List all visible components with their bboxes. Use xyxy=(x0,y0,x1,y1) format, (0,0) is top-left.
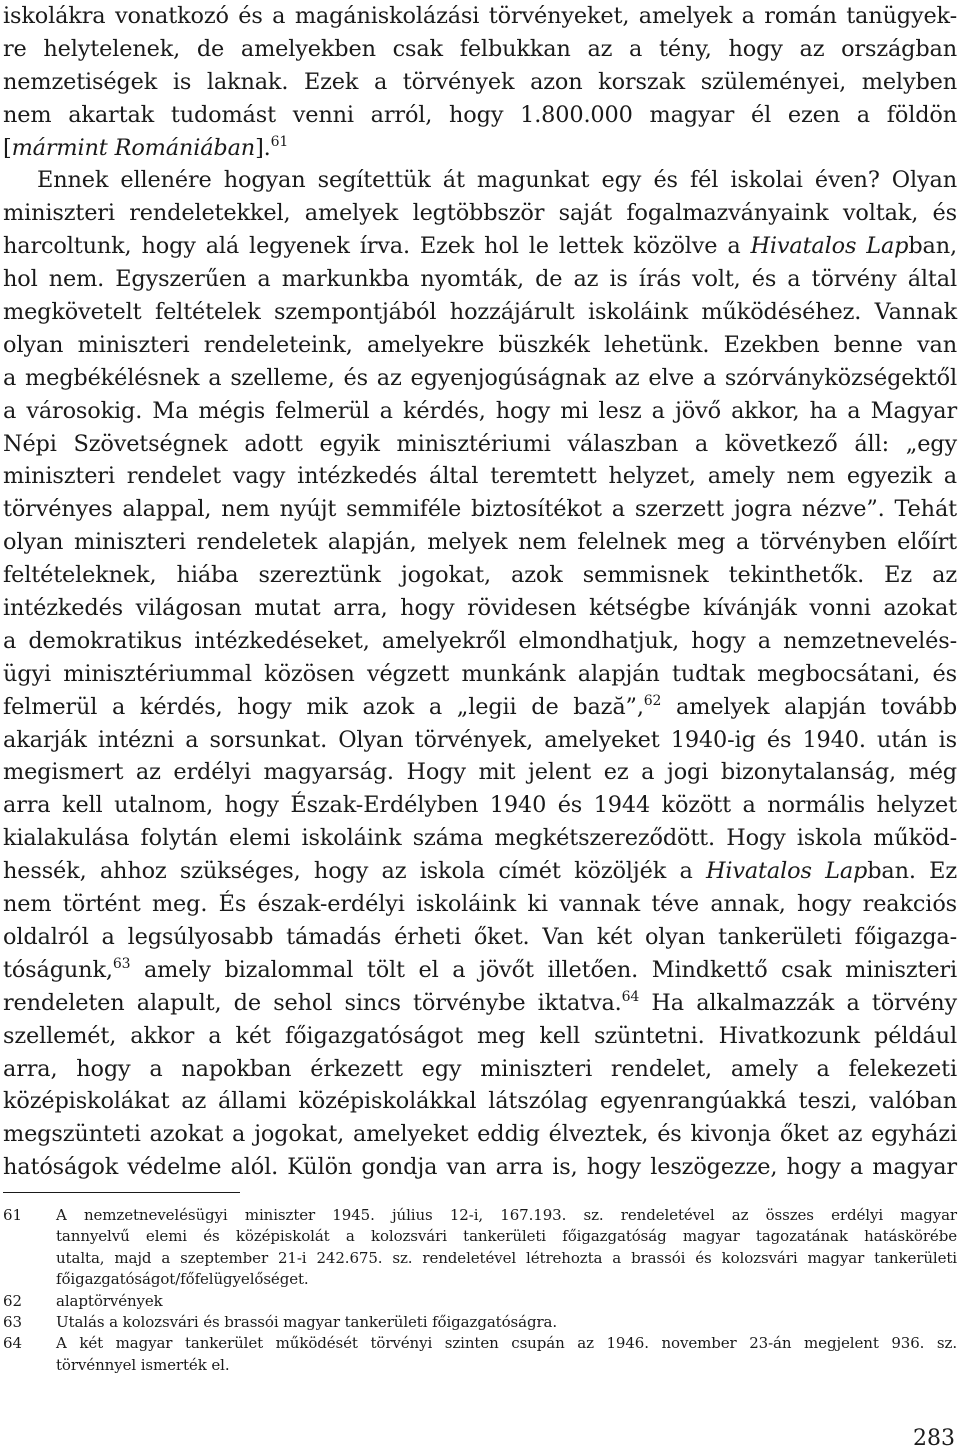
text-line xyxy=(3,493,957,526)
footnote-line: alaptörvények xyxy=(56,1291,163,1310)
text-line xyxy=(3,164,957,197)
line-text: ban. Ez xyxy=(867,858,957,885)
text-line xyxy=(3,428,957,461)
line-text: Népi Szövetségnek adott egyik minisztériumi válaszban a következő áll: „egy xyxy=(3,430,957,457)
text-line xyxy=(3,724,957,757)
line-text: amelyek alapján tovább xyxy=(661,693,957,720)
text-line xyxy=(3,395,957,428)
footnote-line: utalta, majd a szeptember 21-i 242.675. sz. rendeletével létrehozta a brassói és kolozsvári magyar tankerületi xyxy=(56,1248,957,1267)
line-text: intézkedés világosan mutat arra, hogy rövidesen kétségbe kívánják vonni azokat xyxy=(3,595,957,622)
footnote-number: 63 xyxy=(3,1313,22,1332)
text-line xyxy=(3,66,957,99)
text-line xyxy=(3,756,957,789)
text-line xyxy=(3,789,957,822)
text-line xyxy=(3,362,957,395)
line-text: középiskolákat az állami középiskolákkal látszólag egyenrangúakká teszi, valóban xyxy=(3,1088,957,1115)
line-text: nem történt meg. És észak-erdélyi iskoláink ki vannak téve annak, hogy reakciós xyxy=(3,891,957,918)
text-line xyxy=(3,888,957,921)
line-text: a demokratikus intézkedéseket, amelyekről elmondhatjuk, hogy a nemzetnevelés- xyxy=(3,627,957,654)
line-text: tóságunk, xyxy=(3,956,113,983)
line-text: arra, hogy a napokban érkezett egy miniszteri rendelet, amely a felekezeti xyxy=(3,1055,957,1082)
italic-text: mármint Romániában xyxy=(11,134,256,161)
text-line xyxy=(3,954,957,987)
line-text: olyan miniszteri rendeletek alapján, melyek nem felelnek meg a törvényben előírt xyxy=(3,529,957,556)
footnote-text xyxy=(56,1333,957,1376)
line-text: Ennek ellenére hogyan segítettük át magunkat egy és fél iskolai éven? Olyan xyxy=(37,167,957,194)
line-text: akarják intézni a sorsunkat. Olyan törvények, amelyeket 1940-ig és 1940. után is xyxy=(3,726,957,753)
text-line xyxy=(3,921,957,954)
line-text: amely bizalommal tölt el a jövőt illetően. Mindkettő csak miniszteri xyxy=(130,956,957,983)
line-text: olyan miniszteri rendeleteink, amelyekre büszkék lehetünk. Ezekben benne van xyxy=(3,331,957,358)
text-line xyxy=(3,987,957,1020)
text-line xyxy=(3,197,957,230)
footnote-reference: 63 xyxy=(112,955,131,972)
line-text: hatóságok védelme alól. Külön gondja van arra is, hogy leszögezze, hogy a magyar xyxy=(3,1154,957,1181)
line-text: megszünteti azokat a jogokat, amelyeket eddig élveztek, és kivonja őket az egyházi xyxy=(3,1121,957,1148)
footnote xyxy=(3,1205,957,1291)
text-line xyxy=(3,559,957,592)
line-text: ]. xyxy=(255,134,271,161)
footnote-line: A két magyar tankerület működését törvényi szinten csupán az 1946. november 23-án megjelent 936. sz. xyxy=(56,1334,957,1353)
footnote-separator xyxy=(3,1192,240,1193)
footnote-line: Utalás a kolozsvári és brassói magyar tankerületi főigazgatóságra. xyxy=(56,1313,558,1332)
line-text: miniszteri rendeletekkel, amelyek legtöbbször saját fogalmazványaink voltak, és xyxy=(3,200,957,227)
footnote-text xyxy=(56,1291,957,1312)
text-line xyxy=(3,1085,957,1118)
footnotes xyxy=(0,1205,960,1376)
text-line xyxy=(3,329,957,362)
line-text: ban, xyxy=(908,233,957,260)
text-line xyxy=(3,658,957,691)
footnote-line: főigazgatóságot/főfelügyelőséget. xyxy=(56,1270,309,1289)
text-line xyxy=(3,33,957,66)
text-line xyxy=(3,1118,957,1151)
line-text: nem akartak tudomást venni arról, hogy 1.800.000 magyar él ezen a földön xyxy=(3,101,957,128)
page-number: 283 xyxy=(913,1426,955,1451)
line-text: szellemét, akkor a két főigazgatóságot meg kell szüntetni. Hivatkozunk például xyxy=(3,1022,957,1049)
text-line xyxy=(3,855,957,888)
footnote-reference: 62 xyxy=(643,692,662,709)
text-line xyxy=(3,0,957,33)
line-text: a megbékélésnek a szelleme, és az egyenjogúságnak az elve a szórványközségektől xyxy=(3,364,957,391)
text-line xyxy=(3,691,957,724)
footnote xyxy=(3,1291,957,1312)
italic-text: Hivatalos Lap xyxy=(750,233,909,260)
line-text: ügyi minisztériummal közösen végzett munkánk alapján tudtak megbocsátani, és xyxy=(3,660,957,687)
line-text: felmerül a kérdés, hogy mik azok a „legii de bază”, xyxy=(3,693,644,720)
text-line xyxy=(3,822,957,855)
line-text: kialakulása folytán elemi iskoláink száma megkétszereződött. Hogy iskola működ- xyxy=(3,825,957,852)
line-text: hessék, ahhoz szükséges, hogy az iskola címét közöljék a xyxy=(3,858,706,885)
text-line xyxy=(3,625,957,658)
line-text: oldalról a legsúlyosabb támadás érheti őket. Van két olyan tankerületi főigazga- xyxy=(3,923,957,950)
line-text: megismert az erdélyi magyarság. Hogy mit jelent ez a jogi bizonytalanság, még xyxy=(3,759,957,786)
line-text: harcoltunk, hogy alá legyenek írva. Ezek hol le lettek közölve a xyxy=(3,233,751,260)
footnote-text xyxy=(56,1312,957,1333)
text-line xyxy=(3,460,957,493)
footnote-line: törvénnyel ismerték el. xyxy=(56,1355,230,1374)
footnote-line: tannyelvű elemi és középiskolát a kolozsvári tankerületi főigazgatóság magyar tagozatának hatáskörébe xyxy=(56,1227,957,1246)
text-line xyxy=(3,230,957,263)
line-text: törvényes alappal, nem nyújt semmiféle biztosítékot a szerzett jogra nézve”. Tehát xyxy=(3,496,957,523)
footnote xyxy=(3,1333,957,1376)
text-line xyxy=(3,99,957,132)
line-text: arra kell utalnom, hogy Észak-Erdélyben 1940 és 1944 között a normális helyzet xyxy=(3,792,957,819)
line-text: a városokig. Ma mégis felmerül a kérdés, hogy mi lesz a jövő akkor, ha a Magyar xyxy=(3,397,957,424)
italic-text: Hivatalos Lap xyxy=(705,858,868,885)
line-text: megkövetelt feltételek szempontjából hozzájárult iskoláink működéséhez. Vannak xyxy=(3,299,957,326)
line-text: re helytelenek, de amelyekben csak felbukkan az a tény, hogy az országban xyxy=(3,35,957,62)
text-line xyxy=(3,263,957,296)
footnote-line: A nemzetnevelésügyi miniszter 1945. július 12-i, 167.193. sz. rendeletével az összes erdélyi magyar xyxy=(56,1206,957,1224)
text-line xyxy=(3,526,957,559)
line-text: [ xyxy=(3,134,12,161)
footnote-reference: 61 xyxy=(270,133,289,150)
line-text: iskolákra vonatkozó és a magániskolázási törvényeket, amelyek a román tanügyek- xyxy=(3,3,957,29)
text-line xyxy=(3,1053,957,1086)
footnote-reference: 64 xyxy=(621,988,640,1005)
line-text: feltételeknek, hiába szereztünk jogokat, azok semmisnek tekinthetők. Ez az xyxy=(3,562,957,589)
text-line xyxy=(3,1151,957,1184)
footnote xyxy=(3,1312,957,1333)
line-text: hol nem. Egyszerűen a markunkba nyomták, de az is írás volt, és a törvény által xyxy=(3,266,957,293)
text-line xyxy=(3,1020,957,1053)
body-text xyxy=(3,0,957,1184)
footnote-text xyxy=(56,1205,957,1291)
footnote-number: 62 xyxy=(3,1291,22,1310)
text-line xyxy=(3,296,957,329)
line-text: nemzetiségek is laknak. Ezek a törvények azon korszak szüleményei, melyben xyxy=(3,68,957,95)
line-text: Ha alkalmazzák a törvény xyxy=(639,989,957,1016)
footnote-number: 64 xyxy=(3,1334,22,1353)
footnote-number: 61 xyxy=(3,1206,22,1224)
text-line xyxy=(3,592,957,625)
text-line xyxy=(3,132,957,165)
line-text: rendeleten alapult, de sehol sincs törvénybe iktatva. xyxy=(3,989,622,1016)
line-text: miniszteri rendelet vagy intézkedés által teremtett helyzet, amely nem egyezik a xyxy=(3,463,957,490)
